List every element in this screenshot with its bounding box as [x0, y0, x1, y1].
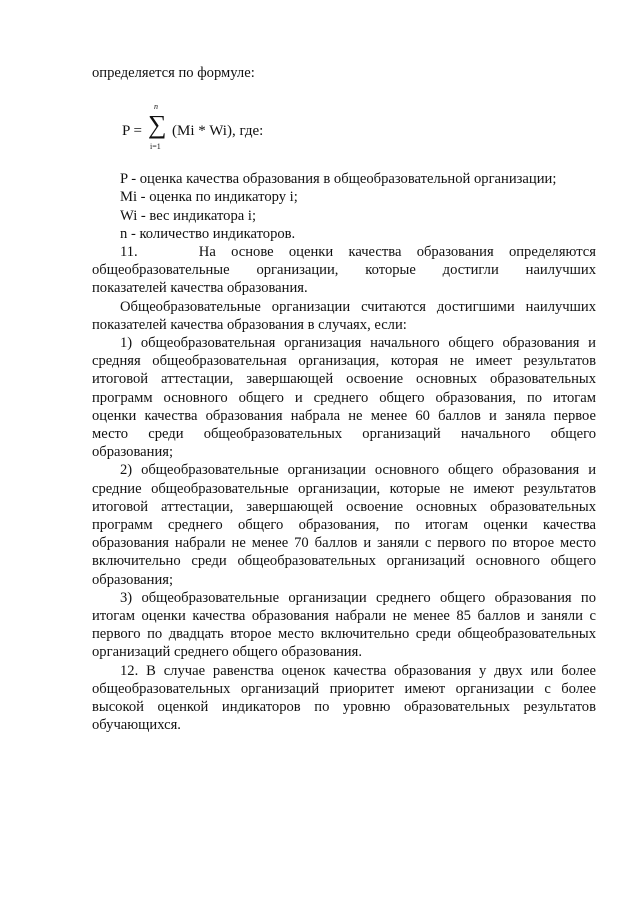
paragraph-line: средние общеобразовательные организации, которые не имеют результатов	[92, 480, 596, 497]
definition-line: P - оценка качества образования в общеобразовательной организации;	[120, 171, 557, 188]
list-item-2	[92, 461, 596, 588]
paragraph-line: оценки качества образования набрала не менее 60 баллов и заняла первое	[92, 407, 596, 424]
paragraph-line: итоговой аттестации, завершающей освоение основных образовательных	[92, 371, 596, 388]
paragraph-line: первого по двадцать второе место включительно среди общеобразовательных	[92, 626, 596, 643]
paragraph-11	[92, 243, 596, 298]
sum-lower-limit: i=1	[150, 142, 161, 152]
sum-upper-limit: n	[154, 102, 158, 112]
formula	[92, 86, 596, 162]
paragraph-line: показателей качества образования в случаях, если:	[92, 316, 407, 333]
paragraph-line: место среди общеобразовательных организаций начального общего	[92, 426, 596, 443]
paragraph-line: включительно среди общеобразовательных организаций основного общего	[92, 553, 596, 570]
paragraph-line: обучающихся.	[92, 717, 181, 734]
paragraph-line: 3) общеобразовательные организации среднего общего образования по	[120, 589, 596, 606]
paragraph-line: средняя общеобразовательная организация, которая не имеет результатов	[92, 353, 596, 370]
paragraph-general	[92, 298, 596, 334]
document-page	[92, 64, 596, 735]
definition-line: n - количество индикаторов.	[120, 225, 296, 242]
paragraph-line: итогам оценки качества образования набрали не менее 85 баллов и заняли с	[92, 608, 596, 625]
definition-line: Mi - оценка по индикатору i;	[120, 189, 298, 206]
paragraph-12	[92, 662, 596, 735]
paragraph-line: 11. На основе оценки качества образования определяются	[120, 244, 596, 261]
paragraph-line: 2) общеобразовательные организации основного общего образования и	[120, 462, 596, 479]
paragraph-line: итоговой аттестации, завершающей освоение основных образовательных	[92, 498, 596, 515]
list-item-1	[92, 334, 596, 461]
paragraph-line: показателей качества образования.	[92, 280, 308, 297]
paragraph-line: общеобразовательных организаций приоритет имеют организации с более	[92, 680, 596, 697]
formula-body: (Mi * Wi), где:	[172, 123, 264, 140]
paragraph-line: Общеобразовательные организации считаются достигшими наилучших	[120, 298, 596, 315]
paragraph-line: образования;	[92, 444, 174, 461]
formula-lhs: P =	[122, 123, 142, 140]
definition-line: Wi - вес индикатора i;	[120, 207, 257, 224]
paragraph-line: программ среднего общего образования, по итогам оценки качества	[92, 517, 596, 534]
sigma-symbol: ∑	[148, 110, 167, 140]
paragraph-line: образования;	[92, 571, 174, 588]
paragraph-line: образования набрали не менее 70 баллов и заняли с первого по второе место	[92, 535, 596, 552]
paragraph-line: программ основного общего и среднего общего образования, по итогам	[92, 389, 596, 406]
paragraph-line: общеобразовательные организации, которые достигли наилучших	[92, 262, 596, 279]
paragraph-line: 1) общеобразовательная организация начального общего образования и	[120, 335, 596, 352]
list-item-3	[92, 589, 596, 662]
definitions-list	[92, 170, 596, 243]
paragraph-line: 12. В случае равенства оценок качества образования у двух или более	[120, 662, 596, 679]
paragraph-line: организаций среднего общего образования.	[92, 644, 362, 661]
intro-line: определяется по формуле:	[92, 65, 255, 81]
paragraph-line: высокой оценкой индикаторов по уровню образовательных результатов	[92, 699, 596, 716]
